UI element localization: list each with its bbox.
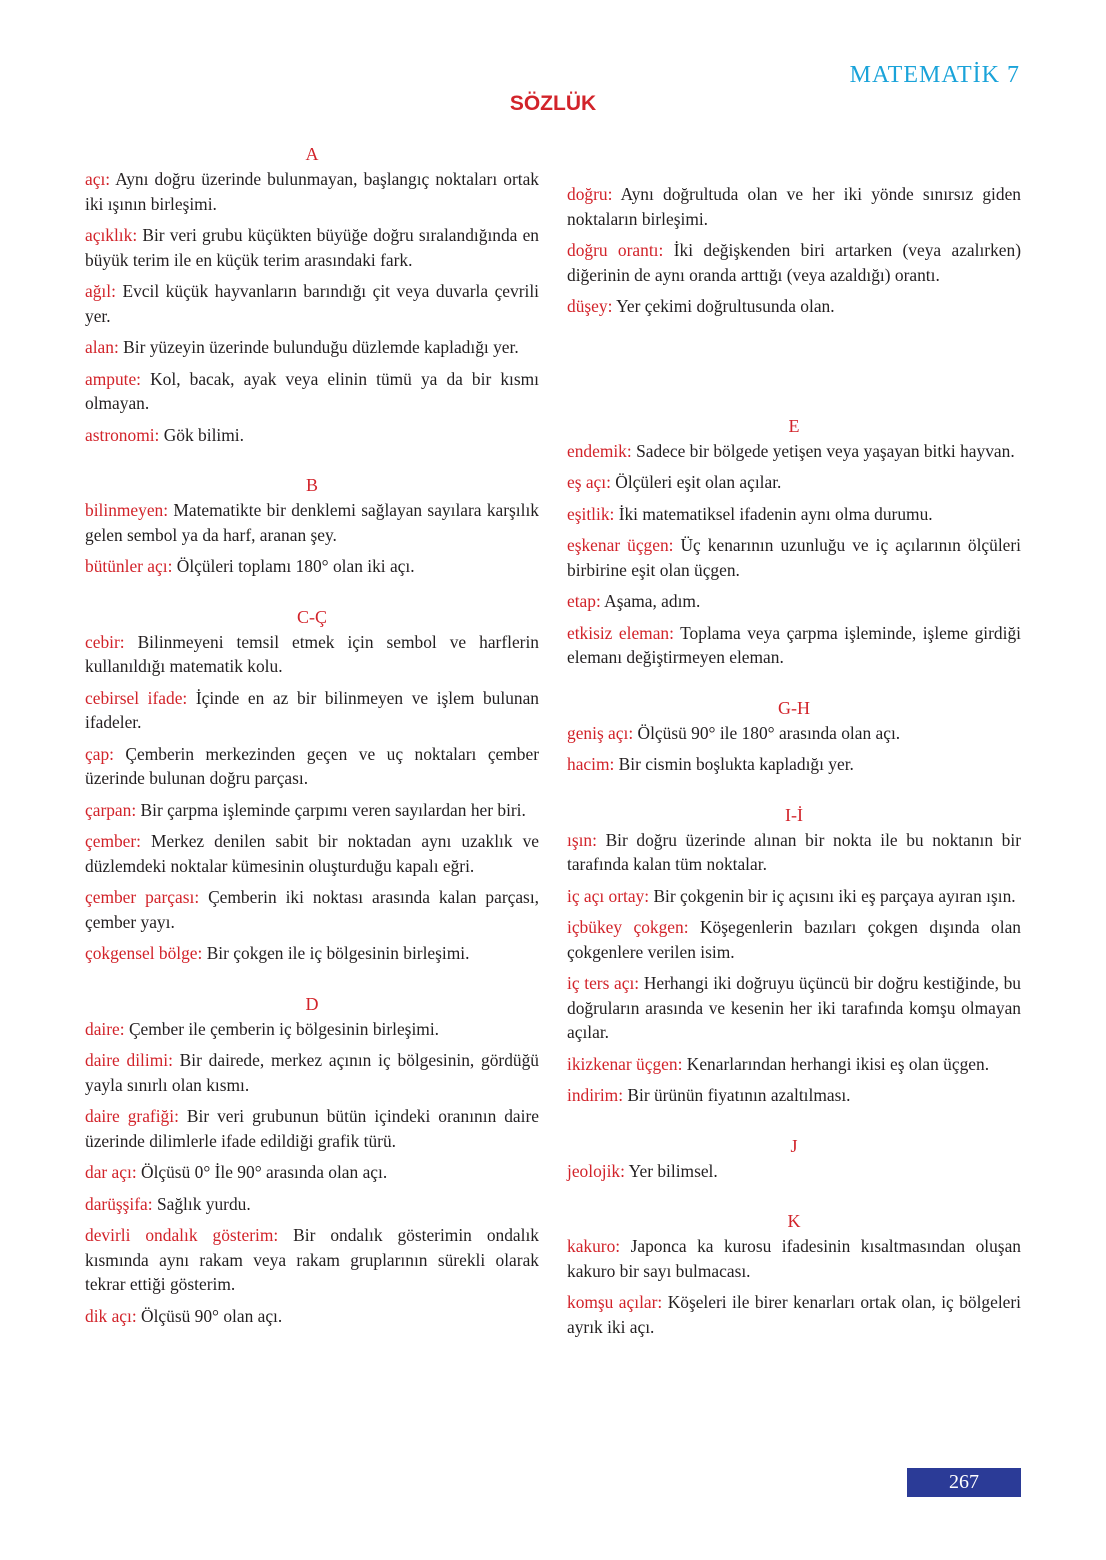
glossary-definition: İki matematiksel ifadenin aynı olma durumu.	[614, 503, 933, 524]
glossary-definition: Merkez denilen sabit bir noktadan aynı uzaklık ve düzlemdeki noktalar kümesinin oluşturduğu kapalı eğri.	[85, 831, 539, 876]
glossary-section	[85, 605, 539, 966]
glossary-entry	[85, 498, 539, 547]
glossary-term: daire:	[85, 1018, 125, 1039]
glossary-term: iç açı ortay:	[567, 885, 650, 906]
glossary-entry	[567, 752, 1021, 777]
glossary-term: içbükey çokgen:	[567, 917, 689, 937]
glossary-term: doğru orantı:	[567, 240, 664, 260]
glossary-definition: Üç kenarının uzunluğu ve iç açılarının ölçüleri birbirine eşit olan üçgen.	[567, 535, 1021, 580]
glossary-entry	[567, 1290, 1021, 1339]
glossary-definition: Bir ürünün fiyatının azaltılması.	[623, 1085, 851, 1105]
glossary-definition: Çemberin merkezinden geçen ve uç noktaları çember üzerinde bulunan doğru parçası.	[85, 743, 539, 788]
glossary-term: jeolojik:	[567, 1160, 625, 1181]
section-letter: G-H	[778, 697, 810, 718]
glossary-term: iç ters açı:	[567, 973, 640, 993]
glossary-entry	[567, 502, 1021, 527]
page-title: SÖZLÜK	[509, 92, 597, 115]
glossary-definition: Köşeleri ile birer kenarları ortak olan, iç bölgeleri ayrık iki açı.	[567, 1292, 1021, 1337]
glossary-section	[567, 1134, 1021, 1184]
glossary-definition: Evcil küçük hayvanların barındığı çit veya duvarla çevrili yer.	[85, 281, 539, 326]
glossary-definition: Kol, bacak, ayak veya elinin tümü ya da bir kısmı olmayan.	[85, 368, 539, 413]
glossary-definition: Aynı doğrultuda olan ve her iki yönde sınırsız giden noktaların birleşimi.	[567, 184, 1021, 229]
glossary-term: etap:	[567, 591, 601, 611]
section-letter: A	[305, 144, 319, 164]
glossary-entry	[85, 367, 539, 416]
glossary-definition: Japonca ka kurosu ifadesinin kısaltmasından oluşan kakuro bir sayı bulmacası.	[567, 1236, 1021, 1281]
glossary-term: cebir:	[85, 631, 125, 652]
glossary-term: endemik:	[567, 440, 632, 461]
glossary-term: eşitlik:	[567, 503, 615, 524]
glossary-entry	[85, 742, 539, 791]
glossary-section	[567, 182, 1021, 319]
glossary-entry	[567, 294, 1021, 319]
glossary-entry	[567, 1083, 1021, 1108]
glossary-section	[85, 142, 539, 447]
glossary-term: çember:	[85, 831, 142, 851]
glossary-entry	[85, 1304, 539, 1329]
right-column	[567, 182, 1021, 1346]
glossary-definition: Bir çokgenin bir iç açısını iki eş parçaya ayıran ışın.	[649, 885, 1016, 906]
glossary-definition: Sağlık yurdu.	[152, 1193, 251, 1214]
glossary-entry	[567, 533, 1021, 582]
glossary-term: düşey:	[567, 296, 613, 316]
glossary-term: doğru:	[567, 184, 613, 204]
glossary-entry	[567, 470, 1021, 495]
glossary-definition: Bir veri grubunun bütün içindeki oranının daire üzerinde dilimlerle ifade edildiği grafik türü.	[85, 1106, 539, 1151]
glossary-entry	[85, 335, 539, 360]
glossary-term: daire dilimi:	[85, 1050, 173, 1070]
glossary-entry	[85, 1223, 539, 1297]
glossary-entry	[85, 554, 539, 579]
glossary-definition: Ölçüleri toplamı 180° olan iki açı.	[172, 556, 415, 576]
glossary-term: çember parçası:	[85, 887, 200, 907]
section-letter: C-Ç	[296, 606, 327, 627]
glossary-section	[567, 414, 1021, 670]
subject-header: MATEMATİK 7	[849, 62, 1020, 88]
glossary-entry	[567, 1052, 1021, 1077]
glossary-definition: Ölçüleri eşit olan açılar.	[610, 472, 782, 492]
glossary-entry	[85, 829, 539, 878]
glossary-section	[567, 1209, 1021, 1339]
glossary-entry	[567, 238, 1021, 287]
glossary-entry	[85, 885, 539, 934]
glossary-definition: Yer çekimi doğrultusunda olan.	[612, 296, 835, 316]
glossary-term: geniş açı:	[567, 722, 634, 743]
glossary-term: alan:	[85, 337, 119, 357]
glossary-term: devirli ondalık gösterim:	[85, 1225, 279, 1245]
glossary-entry	[85, 1017, 539, 1042]
glossary-definition: Çember ile çemberin iç bölgesinin birleşimi.	[124, 1018, 439, 1039]
glossary-entry	[567, 828, 1021, 877]
glossary-definition: Ölçüsü 90° olan açı.	[136, 1305, 283, 1326]
glossary-term: bilinmeyen:	[85, 500, 169, 520]
glossary-definition: Toplama veya çarpma işleminde, işleme girdiği elemanı değiştirmeyen eleman.	[567, 622, 1021, 667]
glossary-term: dik açı:	[85, 1305, 137, 1326]
glossary-definition: Bir veri grubu küçükten büyüğe doğru sıralandığında en büyük terim ile en küçük terim arasındaki fark.	[85, 225, 539, 270]
glossary-entry	[567, 915, 1021, 964]
glossary-definition: Herhangi iki doğruyu üçüncü bir doğru kestiğinde, bu doğruların arasında ve kesenin her iki tarafında komşu olmayan açılar.	[567, 973, 1021, 1042]
glossary-definition: Bir çarpma işleminde çarpımı veren sayılardan her biri.	[136, 799, 526, 820]
glossary-term: açı:	[85, 169, 111, 189]
glossary-entry	[567, 1234, 1021, 1283]
glossary-definition: Bir dairede, merkez açının iç bölgesinin, gördüğü yayla sınırlı olan kısmı.	[85, 1050, 539, 1095]
glossary-term: astronomi:	[85, 424, 160, 445]
glossary-entry	[567, 971, 1021, 1045]
glossary-entry	[85, 223, 539, 272]
glossary-section	[567, 803, 1021, 1108]
glossary-entry	[85, 1160, 539, 1185]
glossary-entry	[567, 621, 1021, 670]
glossary-term: ampute:	[85, 368, 142, 389]
glossary-entry	[567, 884, 1021, 909]
glossary-entry	[85, 167, 539, 216]
glossary-term: eş açı:	[567, 472, 611, 492]
glossary-term: ağıl:	[85, 281, 116, 301]
section-letter: D	[305, 993, 319, 1014]
glossary-term: hacim:	[567, 754, 615, 774]
glossary-term: dar açı:	[85, 1162, 137, 1182]
page-number-badge: 267	[907, 1468, 1021, 1497]
glossary-entry	[567, 721, 1021, 746]
glossary-definition: Kenarlarından herhangi ikisi eş olan üçgen.	[682, 1053, 990, 1074]
glossary-definition: Aynı doğru üzerinde bulunmayan, başlangıç noktaları ortak iki ışının birleşimi.	[85, 169, 539, 214]
glossary-definition: İki değişkenden biri artarken (veya azalırken) diğerinin de aynı oranda arttığı (veya azaldığı) orantı.	[567, 240, 1021, 285]
glossary-entry	[567, 589, 1021, 614]
glossary-definition: Ölçüsü 90° ile 180° arasında olan açı.	[633, 722, 901, 743]
glossary-definition: İçinde en az bir bilinmeyen ve işlem bulunan ifadeler.	[85, 687, 539, 732]
glossary-term: bütünler açı:	[85, 556, 173, 576]
glossary-term: açıklık:	[85, 225, 138, 245]
glossary-entry	[85, 686, 539, 735]
glossary-definition: Bir yüzeyin üzerinde bulunduğu düzlemde kapladığı yer.	[118, 337, 519, 357]
glossary-section	[85, 992, 539, 1329]
glossary-term: darüşşifa:	[85, 1193, 153, 1214]
glossary-entry	[85, 1048, 539, 1097]
section-letter: K	[787, 1211, 801, 1231]
glossary-term: eşkenar üçgen:	[567, 535, 674, 555]
glossary-entry	[567, 182, 1021, 231]
glossary-definition: Sadece bir bölgede yetişen veya yaşayan bitki hayvan.	[631, 440, 1015, 461]
glossary-definition: Çemberin iki noktası arasında kalan parçası, çember yayı.	[85, 887, 540, 932]
glossary-section	[85, 473, 539, 579]
glossary-entry	[85, 941, 539, 966]
glossary-definition: Bir çokgen ile iç bölgesinin birleşimi.	[202, 943, 470, 963]
glossary-entry	[85, 798, 539, 823]
glossary-entry	[85, 423, 539, 448]
glossary-term: etkisiz eleman:	[567, 622, 674, 643]
glossary-section	[567, 696, 1021, 777]
glossary-term: cebirsel ifade:	[85, 687, 188, 708]
glossary-term: çarpan:	[85, 799, 137, 820]
glossary-term: kakuro:	[567, 1236, 621, 1256]
section-letter: B	[305, 475, 318, 495]
glossary-entry	[567, 1159, 1021, 1184]
glossary-term: ikizkenar üçgen:	[567, 1053, 683, 1074]
section-letter: I-İ	[785, 804, 803, 825]
section-letter: J	[790, 1135, 798, 1156]
glossary-term: indirim:	[567, 1085, 624, 1105]
glossary-definition: Bir doğru üzerinde alınan bir nokta ile bu noktanın bir tarafında kalan tüm noktalar.	[567, 829, 1021, 874]
glossary-entry	[85, 279, 539, 328]
glossary-definition: Yer bilimsel.	[624, 1160, 718, 1181]
glossary-definition: Aşama, adım.	[600, 591, 701, 611]
glossary-definition: Bir cismin boşlukta kapladığı yer.	[614, 754, 854, 774]
glossary-definition: Köşegenlerin bazıları çokgen dışında olan çokgenlere verilen isim.	[567, 917, 1021, 962]
glossary-definition: Matematikte bir denklemi sağlayan sayılara karşılık gelen sembol ya da harf, aranan şey.	[85, 500, 539, 545]
glossary-term: çokgensel bölge:	[85, 943, 203, 963]
glossary-term: ışın:	[567, 829, 597, 850]
glossary-definition: Gök bilimi.	[159, 424, 244, 445]
glossary-entry	[85, 630, 539, 679]
left-column	[85, 142, 539, 1335]
glossary-definition: Bir ondalık gösterimin ondalık kısmında aynı rakam veya rakam gruplarının sürekli olarak tekrar ettiği gösterim.	[85, 1225, 539, 1294]
glossary-entry	[85, 1104, 539, 1153]
glossary-term: komşu açılar:	[567, 1292, 663, 1312]
glossary-term: çap:	[85, 743, 114, 764]
glossary-entry	[567, 439, 1021, 464]
glossary-entry	[85, 1192, 539, 1217]
glossary-term: daire grafiği:	[85, 1106, 179, 1126]
glossary-definition: Bilinmeyeni temsil etmek için sembol ve harflerin kullanıldığı matematik kolu.	[85, 631, 539, 676]
section-letter: E	[788, 415, 800, 436]
glossary-definition: Ölçüsü 0° İle 90° arasında olan açı.	[136, 1162, 388, 1182]
